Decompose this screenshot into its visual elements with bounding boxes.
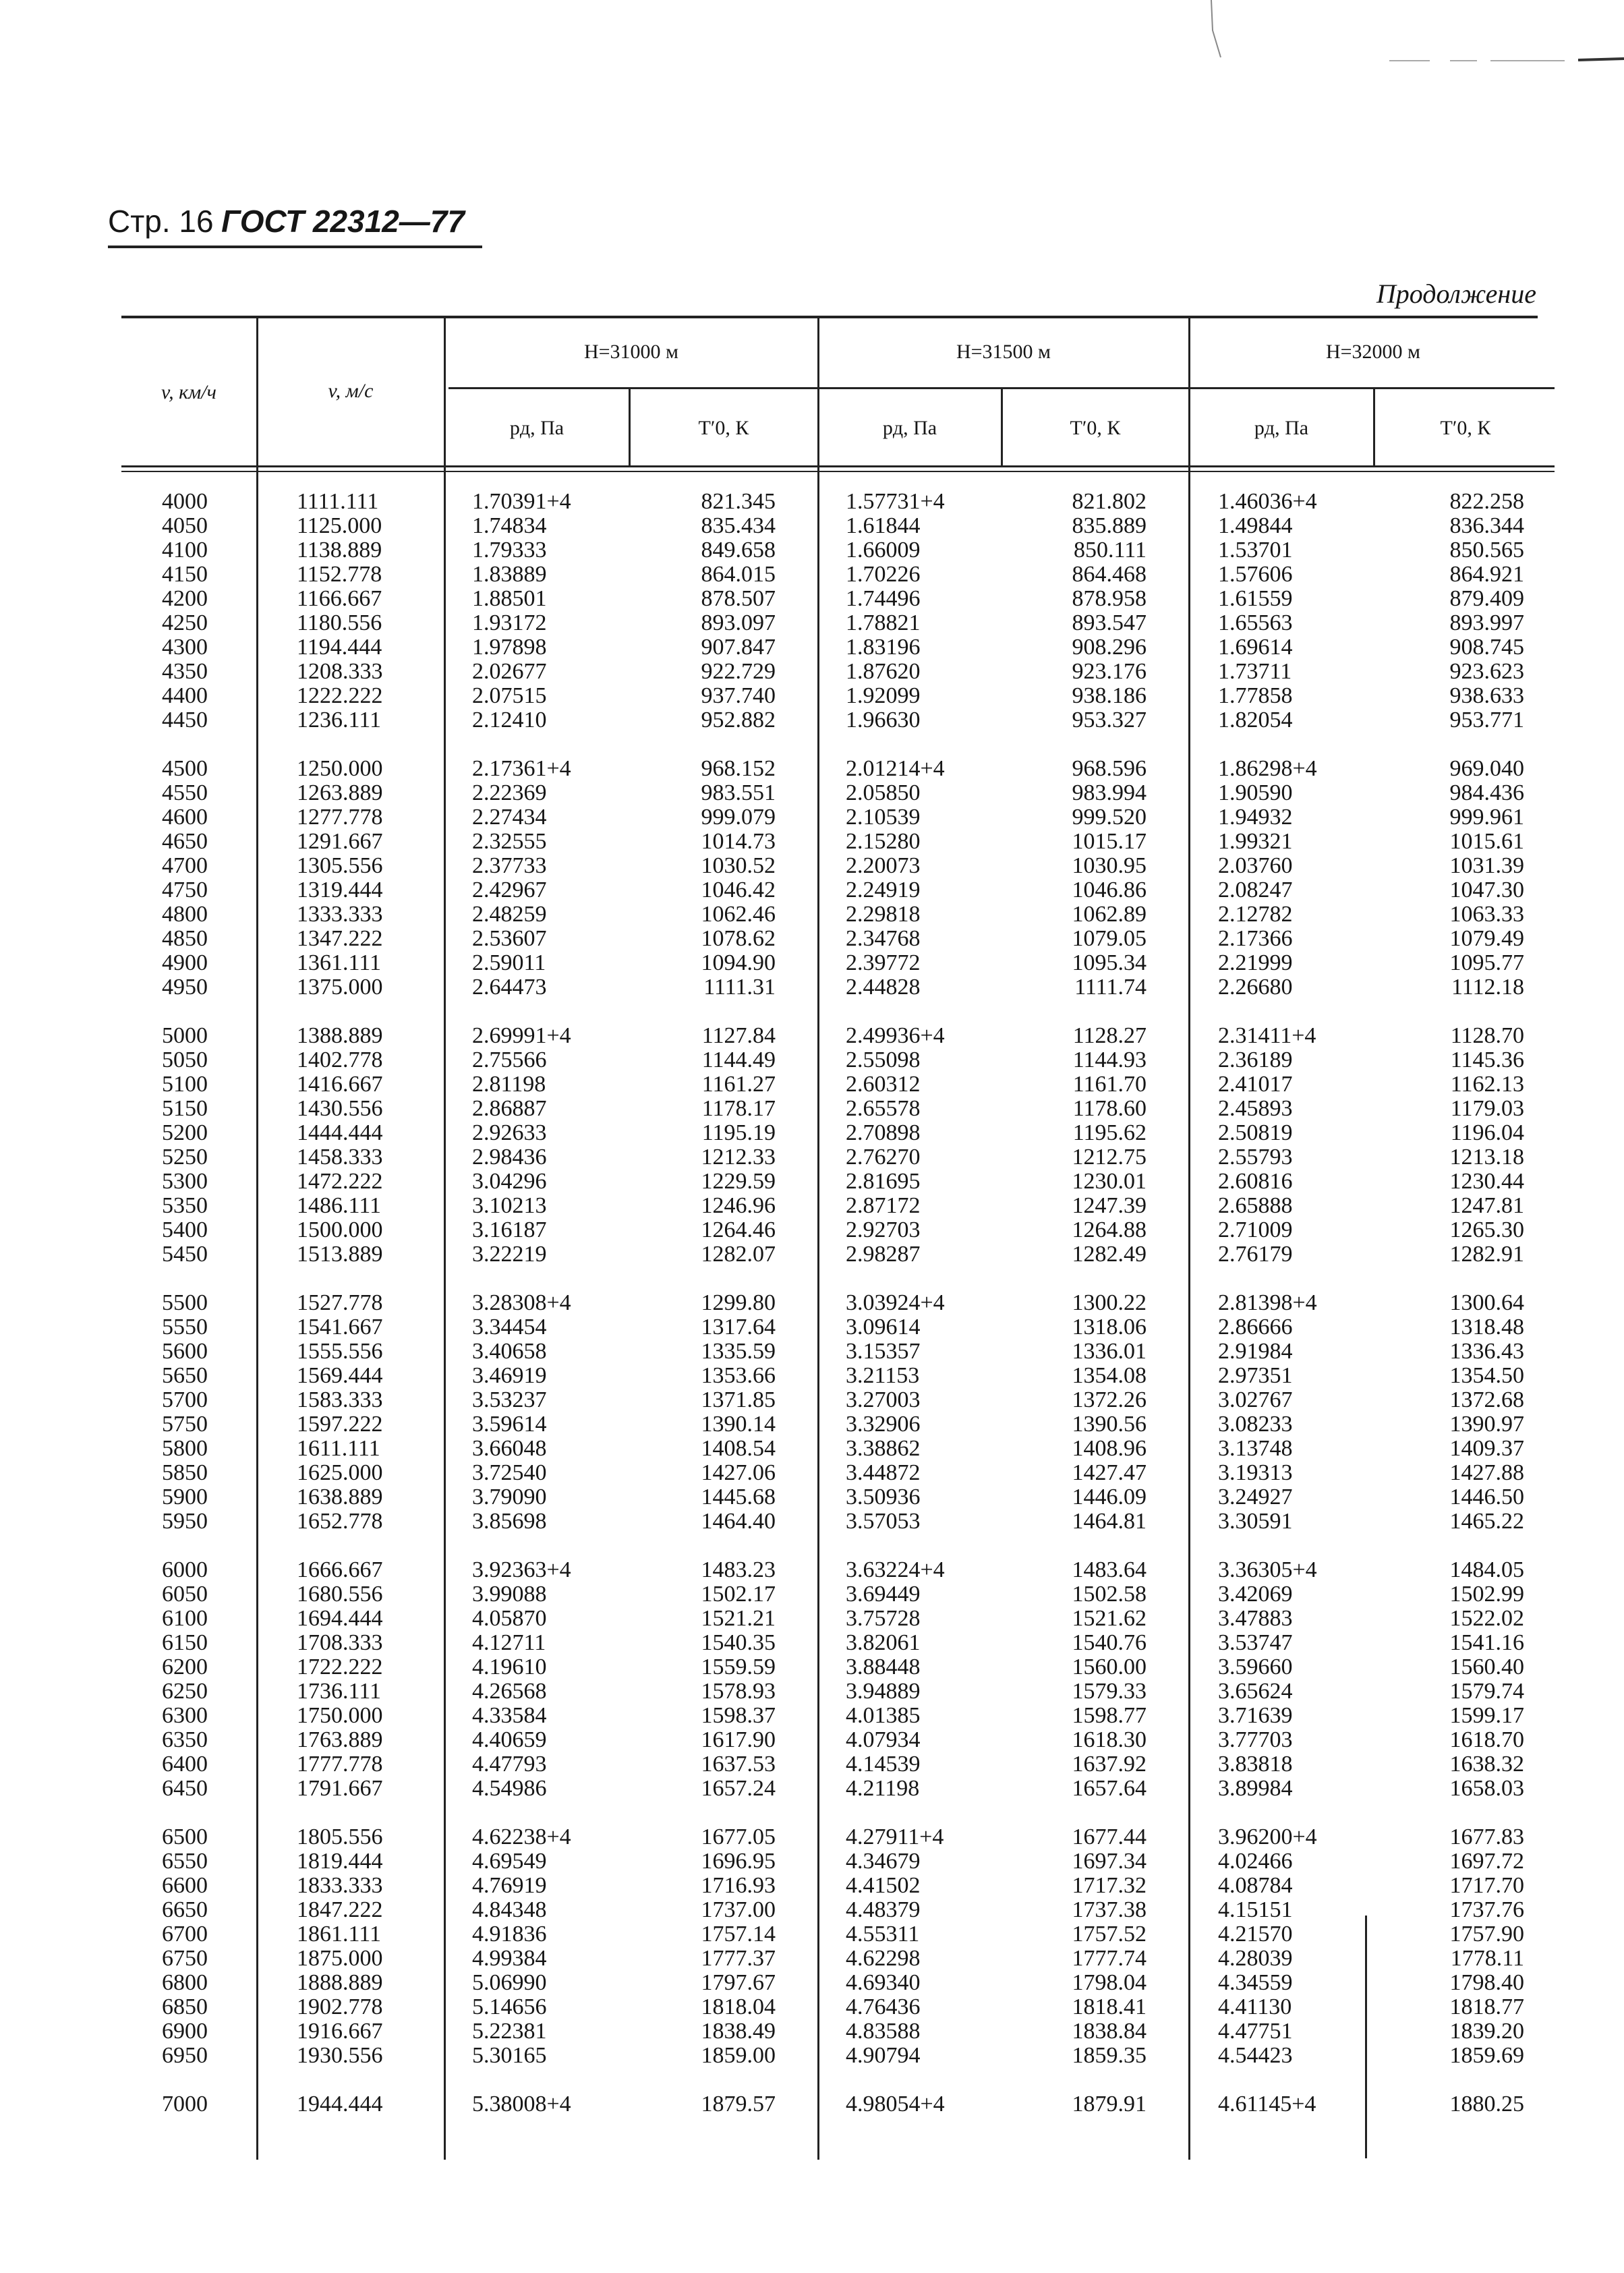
header-v-kmh — [123, 381, 255, 404]
column-p-31000: 1.70391+4 1.74834 1.79333 1.83889 1.88501 1.93172 1.97898 2.02677 2.07515 2.12410 2.17361+4 2.22369 2.27434 2.32555 2.37733 2.42967 2.48259 2.53607 2.59011 2.64473 2.69991+4 2.75566 2.81198 2.86887 2.92633 2.98436 3.04296 3.10213 3.16187 3.22219 3.28308+4 3.34454 3.40658 3.46919 3.53237 3.59614 3.66048 3.72540 3.79090 3.85698 3.92363+4 3.99088 4.05870 4.12711 4.19610 4.26568 4.33584 4.40659 4.47793 4.54986 4.62238+4 4.69549 4.76919 4.84348 4.91836 4.99384 5.06990 5.14656 5.22381 5.30165 5.38008+4 — [472, 489, 571, 2117]
column-divider — [817, 318, 819, 2160]
subcolumn-divider — [1373, 389, 1375, 465]
header-t-32000: T′0, К — [1440, 417, 1491, 439]
subcolumn-divider — [629, 389, 631, 465]
header-rule — [108, 246, 482, 248]
header-bottom-rule-2 — [121, 471, 1555, 472]
continuation-label: Продолжение — [1376, 279, 1536, 309]
group-title-32000: H=32000 м — [1325, 341, 1421, 363]
column-v-kmh: 4000 4050 4100 4150 4200 4250 4300 4350 4400 4450 4500 4550 4600 4650 4700 4750 4800 4850 4900 4950 5000 5050 5100 5150 5200 5250 5300 5350 5400 5450 5500 5550 5600 5650 5700 5750 5800 5850 5900 5950 6000 6050 6100 6150 6200 6250 6300 6350 6400 6450 6500 6550 6600 6650 6700 6750 6800 6850 6900 6950 7000 — [162, 489, 208, 2117]
column-divider — [444, 318, 446, 2160]
header-t-31500: T′0, К — [1070, 417, 1121, 439]
scan-mark — [1207, 0, 1227, 61]
column-t-32000: 822.258 836.344 850.565 864.921 879.409 893.997 908.745 923.623 938.633 953.771 969.040 984.436 999.961 1015.61 1031.39 1047.30 1063.33 1079.49 1095.77 1112.18 1128.70 1145.36 1162.13 1179.03 1196.04 1213.18 1230.44 1247.81 1265.30 1282.91 1300.64 1318.48 1336.43 1354.50 1372.68 1390.97 1409.37 1427.88 1446.50 1465.22 1484.05 1502.99 1522.02 1541.16 1560.40 1579.74 1599.17 1618.70 1638.32 1658.03 1677.83 1697.72 1717.70 1737.76 1757.90 1778.11 1798.40 1818.77 1839.20 1859.69 1880.25 — [1449, 489, 1524, 2117]
column-t-31000: 821.345 835.434 849.658 864.015 878.507 893.097 907.847 922.729 937.740 952.882 968.152 983.551 999.079 1014.73 1030.52 1046.42 1062.46 1078.62 1094.90 1111.31 1127.84 1144.49 1161.27 1178.17 1195.19 1212.33 1229.59 1246.96 1264.46 1282.07 1299.80 1317.64 1335.59 1353.66 1371.85 1390.14 1408.54 1427.06 1445.68 1464.40 1483.23 1502.17 1521.21 1540.35 1559.59 1578.93 1598.37 1617.90 1637.53 1657.24 1677.05 1696.95 1716.93 1737.00 1757.14 1777.37 1797.67 1818.04 1838.49 1859.00 1879.57 — [701, 489, 776, 2117]
subcolumn-divider — [1001, 389, 1003, 465]
header-p-31000: pд, Па — [509, 417, 564, 439]
scan-edge-mark — [1389, 54, 1624, 67]
standard-number: ГОСТ 22312—77 — [221, 204, 465, 239]
page-header — [108, 202, 482, 250]
header-t-31000: T′0, К — [698, 417, 749, 439]
column-divider — [1188, 318, 1190, 2160]
table-top-rule — [121, 316, 1538, 318]
column-v-ms: 1111.111 1125.000 1138.889 1152.778 1166.667 1180.556 1194.444 1208.333 1222.222 1236.111 1250.000 1263.889 1277.778 1291.667 1305.556 1319.444 1333.333 1347.222 1361.111 1375.000 1388.889 1402.778 1416.667 1430.556 1444.444 1458.333 1472.222 1486.111 1500.000 1513.889 1527.778 1541.667 1555.556 1569.444 1583.333 1597.222 1611.111 1625.000 1638.889 1652.778 1666.667 1680.556 1694.444 1708.333 1722.222 1736.111 1750.000 1763.889 1777.778 1791.667 1805.556 1819.444 1833.333 1847.222 1861.111 1875.000 1888.889 1902.778 1916.667 1930.556 1944.444 — [297, 489, 383, 2117]
header-bottom-rule — [121, 465, 1555, 467]
header-v-ms-text: v, м/с — [328, 380, 374, 402]
group-title-31000: H=31000 м — [583, 341, 679, 363]
header-p-32000: pд, Па — [1254, 417, 1309, 439]
column-p-31500: 1.57731+4 1.61844 1.66009 1.70226 1.74496 1.78821 1.83196 1.87620 1.92099 1.96630 2.01214+4 2.05850 2.10539 2.15280 2.20073 2.24919 2.29818 2.34768 2.39772 2.44828 2.49936+4 2.55098 2.60312 2.65578 2.70898 2.76270 2.81695 2.87172 2.92703 2.98287 3.03924+4 3.09614 3.15357 3.21153 3.27003 3.32906 3.38862 3.44872 3.50936 3.57053 3.63224+4 3.69449 3.75728 3.82061 3.88448 3.94889 4.01385 4.07934 4.14539 4.21198 4.27911+4 4.34679 4.41502 4.48379 4.55311 4.62298 4.69340 4.76436 4.83588 4.90794 4.98054+4 — [846, 489, 945, 2117]
column-p-32000: 1.46036+4 1.49844 1.53701 1.57606 1.61559 1.65563 1.69614 1.73711 1.77858 1.82054 1.86298+4 1.90590 1.94932 1.99321 2.03760 2.08247 2.12782 2.17366 2.21999 2.26680 2.31411+4 2.36189 2.41017 2.45893 2.50819 2.55793 2.60816 2.65888 2.71009 2.76179 2.81398+4 2.86666 2.91984 2.97351 3.02767 3.08233 3.13748 3.19313 3.24927 3.30591 3.36305+4 3.42069 3.47883 3.53747 3.59660 3.65624 3.71639 3.77703 3.83818 3.89984 3.96200+4 4.02466 4.08784 4.15151 4.21570 4.28039 4.34559 4.41130 4.47751 4.54423 4.61145+4 — [1218, 489, 1317, 2117]
header-v-kmh-text: v, км/ч — [161, 381, 216, 403]
column-t-31500: 821.802 835.889 850.111 864.468 878.958 893.547 908.296 923.176 938.186 953.327 968.596 983.994 999.520 1015.17 1030.95 1046.86 1062.89 1079.05 1095.34 1111.74 1128.27 1144.93 1161.70 1178.60 1195.62 1212.75 1230.01 1247.39 1264.88 1282.49 1300.22 1318.06 1336.01 1354.08 1372.26 1390.56 1408.96 1427.47 1446.09 1464.81 1483.64 1502.58 1521.62 1540.76 1560.00 1579.33 1598.77 1618.30 1637.92 1657.64 1677.44 1697.34 1717.32 1737.38 1757.52 1777.74 1798.04 1818.41 1838.84 1859.35 1879.91 — [1072, 489, 1147, 2117]
header-text — [108, 202, 465, 241]
header-v-ms — [259, 380, 442, 403]
column-divider — [256, 318, 258, 2160]
page-number: Стр. 16 — [108, 204, 214, 239]
group-title-31500: H=31500 м — [956, 341, 1051, 363]
header-p-31500: pд, Па — [882, 417, 937, 439]
